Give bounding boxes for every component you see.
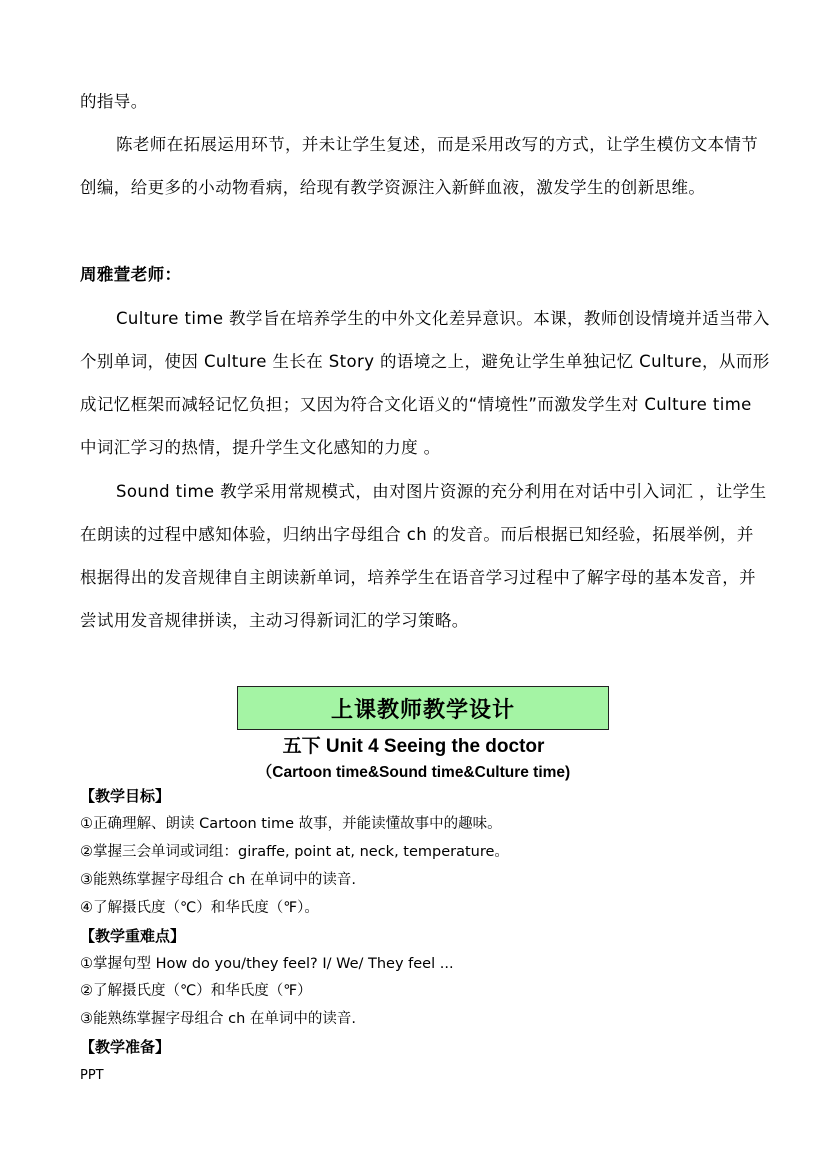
goal-item: ④了解摄氏度（℃）和华氏度（℉）。 [80, 900, 319, 916]
paragraph-culture-time: Culture time 教学旨在培养学生的中外文化差异意识。本课，教师创设情境并适当带入个别单词，使因 Culture 生长在 Story 的语境之上，避免让学生单独记忆 Culture，从而形成记忆框架而减轻记忆负担；又因为符合文化语义的“情境性”而激发学生对 Culture time 中词汇学习的热情，提升学生文化感知的力度 。 [80, 309, 770, 457]
section-banner: 上课教师教学设计 [237, 686, 609, 730]
paragraph-chen-teacher: 陈老师在拓展运用环节，并未让学生复述，而是采用改写的方式，让学生模仿文本情节创编，给更多的小动物看病，给现有教学资源注入新鲜血液，激发学生的创新思维。 [80, 135, 759, 197]
goal-item: ①正确理解、朗读 Cartoon time 故事，并能读懂故事中的趣味。 [80, 816, 502, 832]
paragraph-sound-time: Sound time 教学采用常规模式，由对图片资源的充分利用在对话中引入词汇 ，让学生在朗读的过程中感知体验，归纳出字母组合 ch 的发音。而后根据已知经验，拓展举例，并根据得出的发音规律自主朗读新单词，培养学生在语音学习过程中了解字母的基本发音，并尝试用发音规律拼读，主动习得新词汇的学习策略。 [80, 482, 767, 630]
goal-item: ②掌握三会单词或词组：giraffe, point at, neck, temperature。 [80, 844, 509, 860]
paragraph-intro-end: 的指导。 [80, 92, 148, 111]
goals-heading: 【教学目标】 [80, 787, 171, 805]
prep-value: PPT [80, 1068, 104, 1083]
lesson-subtitle: （Cartoon time&Sound time&Culture time) [256, 764, 571, 781]
keypoint-item: ③能熟练掌握字母组合 ch 在单词中的读音. [80, 1011, 356, 1027]
keypoint-item: ②了解摄氏度（℃）和华氏度（℉） [80, 983, 312, 999]
keypoint-item: ①掌握句型 How do you/they feel? I/ We/ They feel ... [80, 956, 454, 972]
keypoints-heading: 【教学重难点】 [80, 927, 186, 945]
goal-item: ③能熟练掌握字母组合 ch 在单词中的读音. [80, 872, 356, 888]
lesson-title: 五下 Unit 4 Seeing the doctor [282, 736, 545, 757]
prep-heading: 【教学准备】 [80, 1038, 171, 1056]
heading-zhou-teacher: 周雅萱老师： [80, 265, 182, 284]
